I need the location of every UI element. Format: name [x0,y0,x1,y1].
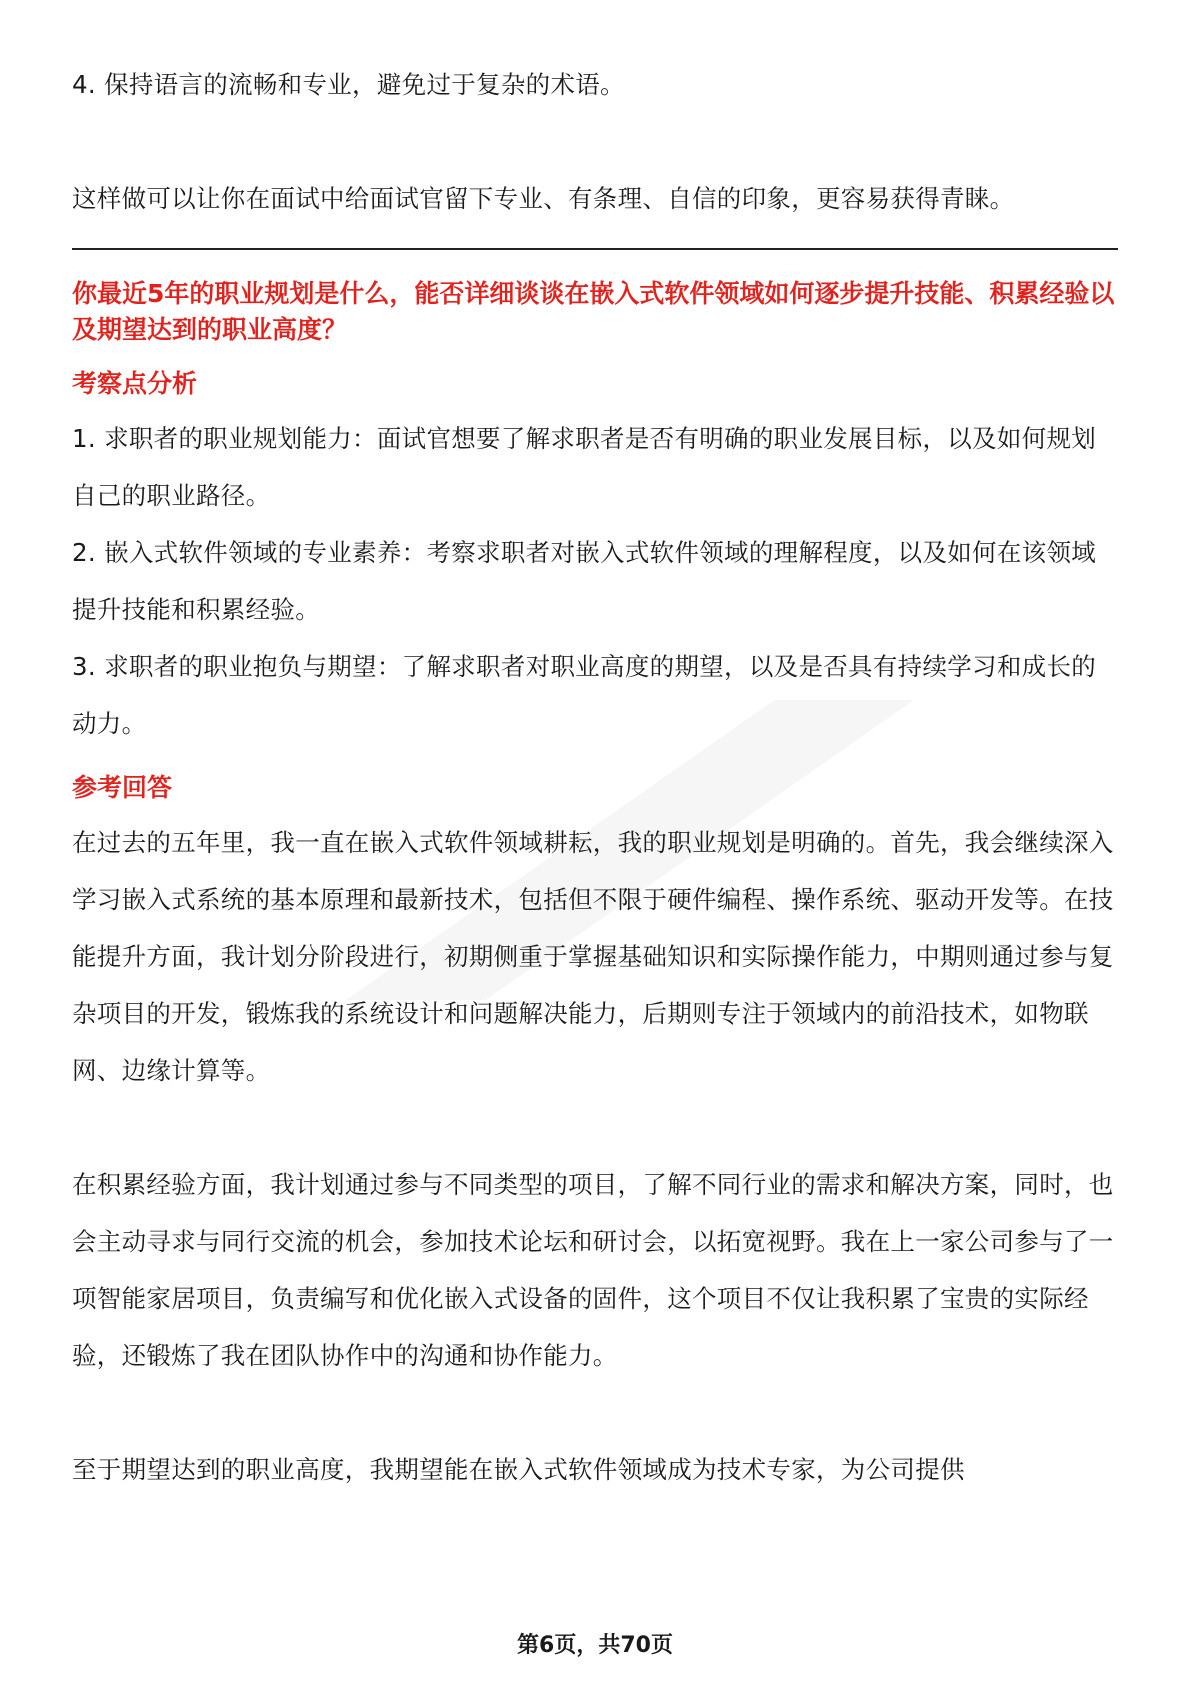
spacer [72,1384,1118,1441]
answer-paragraph-3: 至于期望达到的职业高度，我期望能在嵌入式软件领域成为技术专家，为公司提供 [72,1455,965,1484]
analysis-item-3: 3. 求职者的职业抱负与期望：了解求职者对职业高度的期望，以及是否具有持续学习和成长的动力。 [72,652,1097,738]
interview-question: 你最近5年的职业规划是什么，能否详细谈谈在嵌入式软件领域如何逐步提升技能、积累经验以及期望达到的职业高度？ [72,279,1115,344]
analysis-item-1: 1. 求职者的职业规划能力：面试官想要了解求职者是否有明确的职业发展目标，以及如何规划自己的职业路径。 [72,424,1097,510]
analysis-item-2: 2. 嵌入式软件领域的专业素养：考察求职者对嵌入式软件领域的理解程度，以及如何在该领域提升技能和积累经验。 [72,538,1097,624]
spacer [72,1099,1118,1156]
page-content [72,56,1118,1498]
intro-item-4: 4. 保持语言的流畅和专业，避免过于复杂的术语。 [72,70,625,99]
analysis-title: 考察点分析 [72,369,198,398]
intro-summary: 这样做可以让你在面试中给面试官留下专业、有条理、自信的印象，更容易获得青睐。 [72,184,1015,213]
section-divider [72,248,1118,250]
answer-paragraph-2: 在积累经验方面，我计划通过参与不同类型的项目，了解不同行业的需求和解决方案，同时，也会主动寻求与同行交流的机会，参加技术论坛和研讨会，以拓宽视野。我在上一家公司参与了一项智能家居项目，负责编写和优化嵌入式设备的固件，这个项目不仅让我积累了宝贵的实际经验，还锻炼了我在团队协作中的沟通和协作能力。 [72,1170,1114,1370]
page-number: 第6页，共70页 [517,1633,673,1658]
spacer [72,113,1118,170]
answer-title: 参考回答 [72,773,173,802]
answer-paragraph-1: 在过去的五年里，我一直在嵌入式软件领域耕耘，我的职业规划是明确的。首先，我会继续深入学习嵌入式系统的基本原理和最新技术，包括但不限于硬件编程、操作系统、驱动开发等。在技能提升方面，我计划分阶段进行，初期侧重于掌握基础知识和实际操作能力，中期则通过参与复杂项目的开发，锻炼我的系统设计和问题解决能力，后期则专注于领域内的前沿技术，如物联网、边缘计算等。 [72,828,1114,1085]
